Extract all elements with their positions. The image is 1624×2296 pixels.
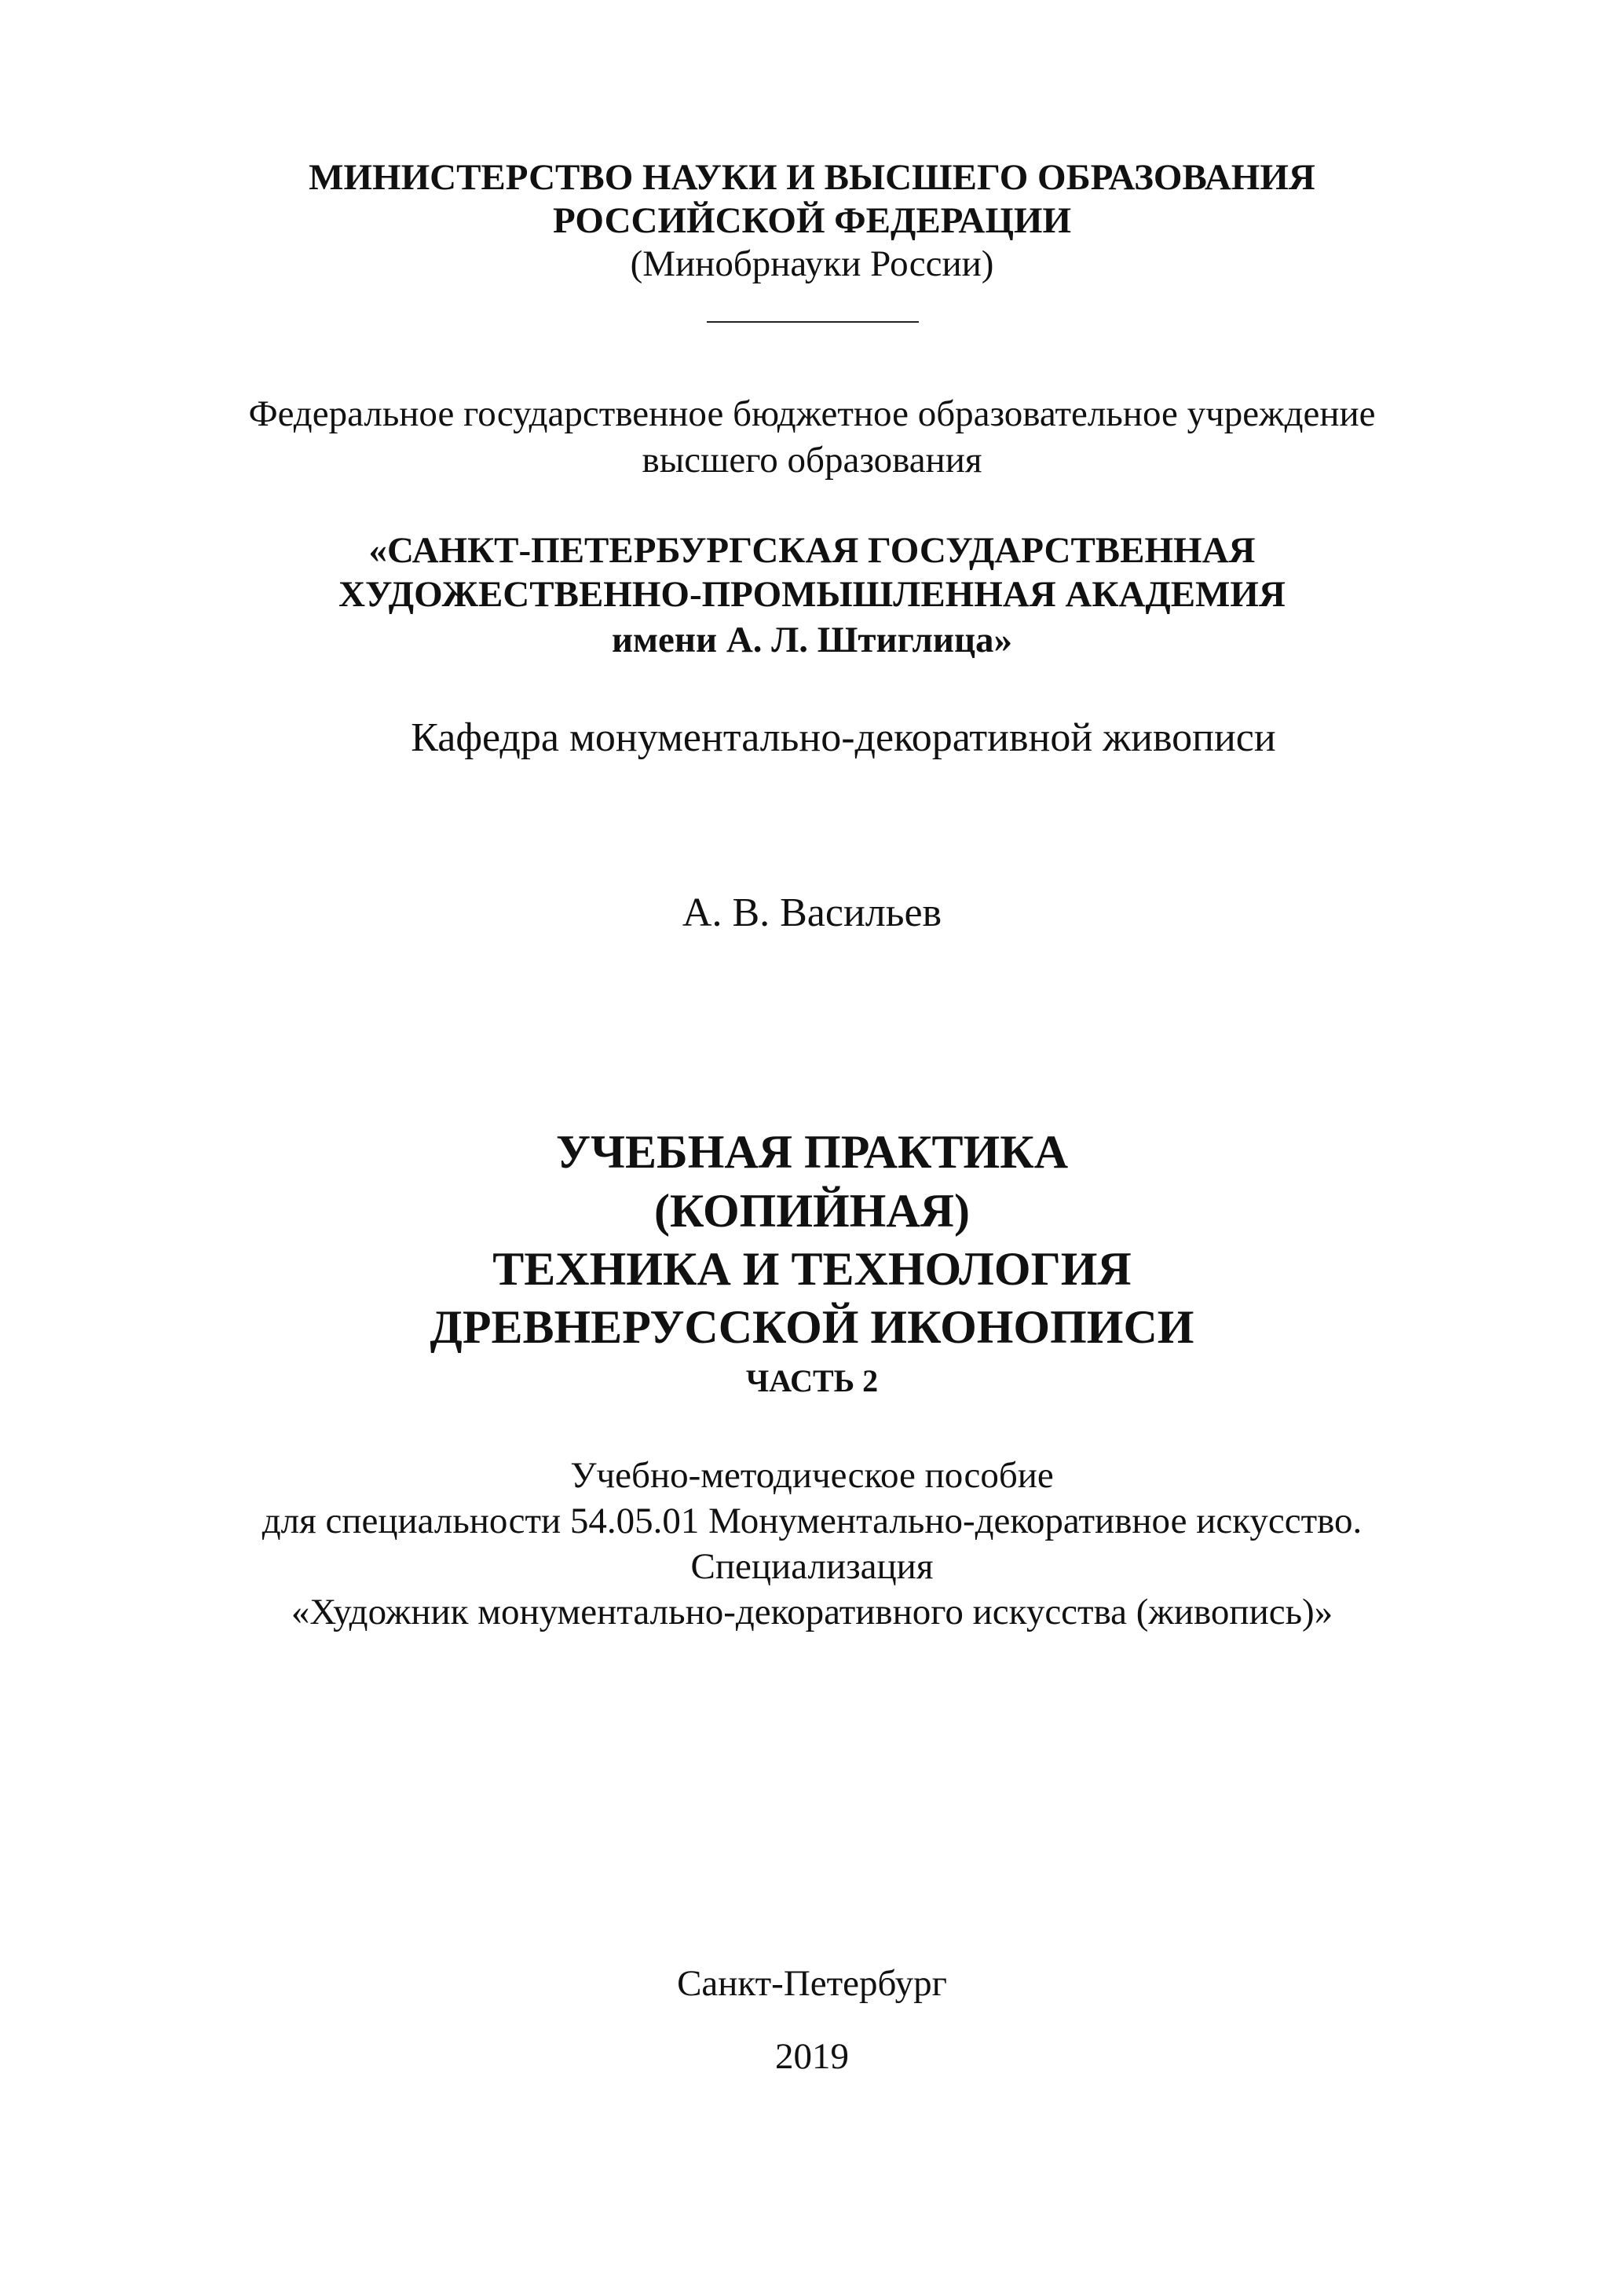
imprint-year: 2019 [775,2036,849,2077]
title-part: ЧАСТЬ 2 [745,1363,879,1398]
imprint-city: Санкт-Петербург [677,1963,947,2004]
description-line3: Специализация [690,1546,934,1587]
institution-name-line2: ХУДОЖЕСТВЕННО-ПРОМЫШЛЕННАЯ АКАДЕМИЯ [338,574,1286,615]
header-divider [707,321,919,323]
institution-name-line1: «САНКТ-ПЕТЕРБУРГСКАЯ ГОСУДАРСТВЕННАЯ [368,530,1256,571]
ministry-name-line2: РОССИЙСКОЙ ФЕДЕРАЦИИ [553,200,1071,241]
description-line1: Учебно-методическое пособие [570,1455,1054,1496]
institution-name-line3: имени А. Л. Штиглица» [611,620,1013,660]
ministry-short-name: (Минобрнауки России) [630,243,994,284]
ministry-name-line1: МИНИСТЕРСТВО НАУКИ И ВЫСШЕГО ОБРАЗОВАНИЯ [309,157,1315,198]
title-line2: (КОПИЙНАЯ) [654,1185,970,1237]
department-name: Кафедра монументально-декоративной живописи [411,715,1276,760]
description-line2: для специальности 54.05.01 Монументально-декоративное искусство. [262,1501,1362,1541]
title-line3: ТЕХНИКА И ТЕХНОЛОГИЯ [492,1243,1132,1295]
title-line1: УЧЕБНАЯ ПРАКТИКА [555,1126,1069,1178]
institution-type-line2: высшего образования [642,440,982,481]
institution-type-line1: Федеральное государственное бюджетное образовательное учреждение [248,393,1376,434]
author-name: А. В. Васильев [682,890,942,935]
description-line4: «Художник монументально-декоративного искусства (живопись)» [291,1592,1333,1632]
title-line4: ДРЕВНЕРУССКОЙ ИКОНОПИСИ [430,1301,1194,1353]
